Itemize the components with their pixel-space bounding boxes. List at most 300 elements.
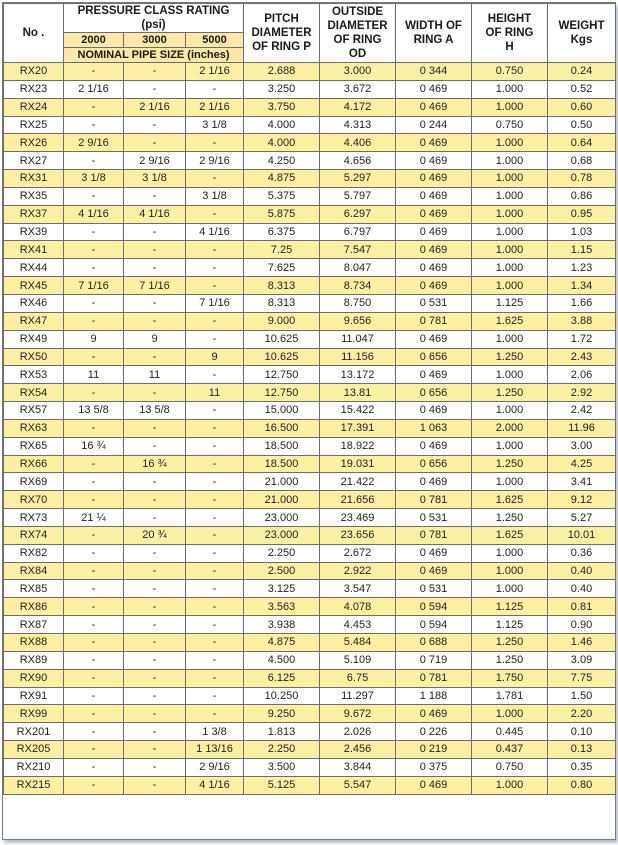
cell-class-2000: 3 1/8	[64, 170, 124, 188]
cell-ring-no: RX201	[4, 723, 64, 741]
cell-class-2000: -	[64, 116, 124, 134]
cell-class-2000: -	[64, 348, 124, 366]
cell-pitch-diameter: 23.000	[244, 526, 320, 544]
cell-height-h: 1.250	[472, 509, 548, 527]
table-row	[4, 598, 616, 616]
cell-class-3000: 13 5/8	[124, 402, 186, 420]
cell-class-5000: -	[186, 437, 244, 455]
cell-height-h: 1.000	[472, 187, 548, 205]
cell-weight: 4.25	[548, 455, 616, 473]
cell-outside-diameter: 4.313	[320, 116, 396, 134]
table-row	[4, 634, 616, 652]
cell-outside-diameter: 5.547	[320, 776, 396, 794]
cell-outside-diameter: 4.406	[320, 134, 396, 152]
cell-width-a: 0 469	[396, 437, 472, 455]
cell-outside-diameter: 2.456	[320, 741, 396, 759]
cell-class-5000: 2 1/16	[186, 98, 244, 116]
table-row	[4, 241, 616, 259]
cell-class-3000: 2 9/16	[124, 152, 186, 170]
cell-pitch-diameter: 1.813	[244, 723, 320, 741]
cell-class-3000: -	[124, 134, 186, 152]
cell-class-5000: -	[186, 80, 244, 98]
cell-class-2000: -	[64, 544, 124, 562]
cell-ring-no: RX84	[4, 562, 64, 580]
cell-weight: 0.78	[548, 170, 616, 188]
cell-class-3000: -	[124, 187, 186, 205]
cell-pitch-diameter: 18.500	[244, 437, 320, 455]
cell-width-a: 0 656	[396, 348, 472, 366]
cell-class-5000: 1 3/8	[186, 723, 244, 741]
cell-outside-diameter: 2.672	[320, 544, 396, 562]
cell-class-3000: -	[124, 669, 186, 687]
cell-class-2000: -	[64, 187, 124, 205]
cell-ring-no: RX23	[4, 80, 64, 98]
cell-outside-diameter: 3.547	[320, 580, 396, 598]
cell-class-2000: -	[64, 776, 124, 794]
cell-class-2000: -	[64, 152, 124, 170]
table-row	[4, 651, 616, 669]
table-row	[4, 312, 616, 330]
cell-height-h: 1.625	[472, 312, 548, 330]
cell-pitch-diameter: 4.000	[244, 116, 320, 134]
cell-pitch-diameter: 7.625	[244, 259, 320, 277]
cell-height-h: 1.250	[472, 651, 548, 669]
cell-class-2000: 11	[64, 366, 124, 384]
cell-class-3000: -	[124, 241, 186, 259]
cell-class-5000: 1 13/16	[186, 741, 244, 759]
table-row	[4, 687, 616, 705]
cell-width-a: 0 656	[396, 455, 472, 473]
cell-weight: 0.40	[548, 562, 616, 580]
cell-height-h: 1.000	[472, 580, 548, 598]
cell-pitch-diameter: 2.500	[244, 562, 320, 580]
cell-width-a: 0 469	[396, 366, 472, 384]
cell-pitch-diameter: 7.25	[244, 241, 320, 259]
cell-class-3000: -	[124, 598, 186, 616]
cell-class-2000: -	[64, 294, 124, 312]
cell-class-2000: -	[64, 491, 124, 509]
cell-outside-diameter: 23.469	[320, 509, 396, 527]
table-row	[4, 473, 616, 491]
cell-weight: 3.09	[548, 651, 616, 669]
cell-outside-diameter: 11.047	[320, 330, 396, 348]
header-height-ring: HEIGHT OF RING H	[472, 4, 548, 63]
cell-outside-diameter: 8.047	[320, 259, 396, 277]
cell-width-a: 0 219	[396, 741, 472, 759]
cell-outside-diameter: 5.297	[320, 170, 396, 188]
cell-class-5000: -	[186, 544, 244, 562]
cell-width-a: 0 531	[396, 580, 472, 598]
cell-class-3000: -	[124, 687, 186, 705]
cell-pitch-diameter: 10.250	[244, 687, 320, 705]
cell-outside-diameter: 4.656	[320, 152, 396, 170]
cell-class-2000: -	[64, 598, 124, 616]
cell-pitch-diameter: 10.625	[244, 330, 320, 348]
cell-weight: 0.95	[548, 205, 616, 223]
header-pressure-class-label: PRESSURE CLASS RATING (psi)	[77, 5, 230, 31]
cell-class-5000: -	[186, 419, 244, 437]
cell-outside-diameter: 7.547	[320, 241, 396, 259]
cell-pitch-diameter: 8.313	[244, 277, 320, 295]
cell-class-2000: 4 1/16	[64, 205, 124, 223]
cell-pitch-diameter: 21.000	[244, 473, 320, 491]
cell-pitch-diameter: 3.563	[244, 598, 320, 616]
header-outside-diameter: OUTSIDE DIAMETER OF RING OD	[320, 4, 396, 63]
cell-outside-diameter: 3.844	[320, 758, 396, 776]
cell-class-3000: -	[124, 384, 186, 402]
cell-width-a: 1 063	[396, 419, 472, 437]
cell-height-h: 1.000	[472, 80, 548, 98]
cell-class-2000: -	[64, 455, 124, 473]
cell-pitch-diameter: 3.938	[244, 616, 320, 634]
cell-class-5000: -	[186, 509, 244, 527]
cell-width-a: 0 469	[396, 544, 472, 562]
cell-pitch-diameter: 21.000	[244, 491, 320, 509]
cell-width-a: 0 688	[396, 634, 472, 652]
cell-height-h: 1.250	[472, 634, 548, 652]
cell-outside-diameter: 8.734	[320, 277, 396, 295]
cell-ring-no: RX99	[4, 705, 64, 723]
ring-gasket-table	[3, 3, 616, 795]
cell-width-a: 0 469	[396, 170, 472, 188]
cell-ring-no: RX90	[4, 669, 64, 687]
cell-height-h: 1.000	[472, 330, 548, 348]
cell-class-5000: -	[186, 455, 244, 473]
cell-weight: 2.42	[548, 402, 616, 420]
cell-pitch-diameter: 9.250	[244, 705, 320, 723]
cell-class-3000: 2 1/16	[124, 98, 186, 116]
cell-outside-diameter: 23.656	[320, 526, 396, 544]
cell-height-h: 1.000	[472, 152, 548, 170]
cell-class-3000: 20 ¾	[124, 526, 186, 544]
cell-height-h: 1.250	[472, 384, 548, 402]
cell-outside-diameter: 4.172	[320, 98, 396, 116]
cell-class-2000: -	[64, 259, 124, 277]
cell-class-2000: -	[64, 758, 124, 776]
cell-weight: 1.34	[548, 277, 616, 295]
cell-class-5000: -	[186, 526, 244, 544]
cell-class-3000: 16 ¾	[124, 455, 186, 473]
cell-ring-no: RX50	[4, 348, 64, 366]
cell-class-3000: -	[124, 580, 186, 598]
cell-ring-no: RX25	[4, 116, 64, 134]
cell-weight: 11.96	[548, 419, 616, 437]
cell-ring-no: RX35	[4, 187, 64, 205]
cell-class-3000: -	[124, 312, 186, 330]
cell-width-a: 0 594	[396, 598, 472, 616]
cell-pitch-diameter: 3.125	[244, 580, 320, 598]
header-weight: WEIGHT Kgs	[548, 4, 616, 63]
cell-outside-diameter: 17.391	[320, 419, 396, 437]
cell-pitch-diameter: 12.750	[244, 366, 320, 384]
cell-class-3000: -	[124, 473, 186, 491]
cell-height-h: 0.445	[472, 723, 548, 741]
table-row	[4, 455, 616, 473]
cell-height-h: 1.781	[472, 687, 548, 705]
cell-height-h: 1.125	[472, 616, 548, 634]
cell-class-5000: 4 1/16	[186, 223, 244, 241]
cell-outside-diameter: 13.172	[320, 366, 396, 384]
cell-pitch-diameter: 5.875	[244, 205, 320, 223]
cell-weight: 2.43	[548, 348, 616, 366]
cell-class-5000: 3 1/8	[186, 116, 244, 134]
cell-width-a: 0 469	[396, 277, 472, 295]
cell-height-h: 0.750	[472, 116, 548, 134]
cell-class-5000: -	[186, 634, 244, 652]
cell-width-a: 0 244	[396, 116, 472, 134]
cell-class-5000: -	[186, 170, 244, 188]
cell-weight: 0.10	[548, 723, 616, 741]
cell-ring-no: RX85	[4, 580, 64, 598]
cell-class-5000: -	[186, 491, 244, 509]
cell-class-2000: -	[64, 384, 124, 402]
cell-width-a: 0 781	[396, 491, 472, 509]
cell-width-a: 0 469	[396, 473, 472, 491]
cell-class-3000: 11	[124, 366, 186, 384]
cell-pitch-diameter: 10.625	[244, 348, 320, 366]
cell-weight: 0.81	[548, 598, 616, 616]
cell-class-3000: -	[124, 80, 186, 98]
table-row	[4, 758, 616, 776]
table-row	[4, 170, 616, 188]
cell-height-h: 1.000	[472, 562, 548, 580]
cell-pitch-diameter: 4.875	[244, 634, 320, 652]
cell-class-3000: -	[124, 544, 186, 562]
cell-outside-diameter: 19.031	[320, 455, 396, 473]
cell-ring-no: RX89	[4, 651, 64, 669]
cell-width-a: 0 469	[396, 562, 472, 580]
cell-ring-no: RX46	[4, 294, 64, 312]
cell-ring-no: RX65	[4, 437, 64, 455]
table-row	[4, 134, 616, 152]
cell-width-a: 0 469	[396, 187, 472, 205]
cell-class-5000: 3 1/8	[186, 187, 244, 205]
cell-height-h: 1.000	[472, 223, 548, 241]
cell-width-a: 0 469	[396, 98, 472, 116]
cell-ring-no: RX27	[4, 152, 64, 170]
cell-pitch-diameter: 15.000	[244, 402, 320, 420]
cell-width-a: 0 781	[396, 312, 472, 330]
cell-class-5000: -	[186, 312, 244, 330]
table-row	[4, 437, 616, 455]
cell-class-2000: -	[64, 616, 124, 634]
cell-pitch-diameter: 3.500	[244, 758, 320, 776]
cell-weight: 0.36	[548, 544, 616, 562]
cell-ring-no: RX63	[4, 419, 64, 437]
cell-class-5000: -	[186, 705, 244, 723]
cell-height-h: 1.000	[472, 437, 548, 455]
cell-width-a: 0 469	[396, 705, 472, 723]
cell-weight: 1.66	[548, 294, 616, 312]
cell-width-a: 0 469	[396, 134, 472, 152]
cell-class-2000: -	[64, 473, 124, 491]
table-row	[4, 526, 616, 544]
table-row	[4, 509, 616, 527]
cell-ring-no: RX210	[4, 758, 64, 776]
table-row	[4, 116, 616, 134]
cell-height-h: 0.437	[472, 741, 548, 759]
cell-outside-diameter: 21.422	[320, 473, 396, 491]
cell-pitch-diameter: 4.500	[244, 651, 320, 669]
cell-ring-no: RX24	[4, 98, 64, 116]
cell-class-5000: 4 1/16	[186, 776, 244, 794]
cell-ring-no: RX69	[4, 473, 64, 491]
cell-outside-diameter: 4.078	[320, 598, 396, 616]
cell-width-a: 0 469	[396, 330, 472, 348]
cell-height-h: 1.000	[472, 705, 548, 723]
cell-height-h: 1.000	[472, 544, 548, 562]
cell-weight: 2.20	[548, 705, 616, 723]
ring-gasket-sheet	[2, 2, 616, 840]
cell-width-a: 0 469	[396, 152, 472, 170]
cell-class-5000: -	[186, 134, 244, 152]
cell-outside-diameter: 5.109	[320, 651, 396, 669]
cell-weight: 0.90	[548, 616, 616, 634]
cell-weight: 2.06	[548, 366, 616, 384]
cell-class-2000: -	[64, 741, 124, 759]
cell-height-h: 1.000	[472, 776, 548, 794]
table-row	[4, 580, 616, 598]
table-row	[4, 277, 616, 295]
cell-height-h: 1.250	[472, 455, 548, 473]
cell-class-3000: -	[124, 348, 186, 366]
table-row	[4, 330, 616, 348]
cell-ring-no: RX87	[4, 616, 64, 634]
cell-width-a: 0 531	[396, 294, 472, 312]
cell-class-2000: 13 5/8	[64, 402, 124, 420]
cell-height-h: 0.750	[472, 758, 548, 776]
cell-class-3000: -	[124, 63, 186, 81]
table-row	[4, 402, 616, 420]
cell-width-a: 0 469	[396, 259, 472, 277]
table-row	[4, 259, 616, 277]
cell-ring-no: RX44	[4, 259, 64, 277]
cell-ring-no: RX20	[4, 63, 64, 81]
cell-ring-no: RX37	[4, 205, 64, 223]
cell-ring-no: RX53	[4, 366, 64, 384]
cell-class-3000: 9	[124, 330, 186, 348]
table-row	[4, 562, 616, 580]
cell-width-a: 0 344	[396, 63, 472, 81]
cell-weight: 0.80	[548, 776, 616, 794]
table-row	[4, 348, 616, 366]
cell-ring-no: RX66	[4, 455, 64, 473]
cell-class-5000: -	[186, 205, 244, 223]
cell-height-h: 1.000	[472, 205, 548, 223]
header-class-5000: 5000	[186, 33, 244, 48]
cell-ring-no: RX31	[4, 170, 64, 188]
cell-pitch-diameter: 18.500	[244, 455, 320, 473]
cell-weight: 0.64	[548, 134, 616, 152]
table-row	[4, 294, 616, 312]
cell-height-h: 1.000	[472, 241, 548, 259]
cell-class-2000: -	[64, 634, 124, 652]
cell-height-h: 1.625	[472, 491, 548, 509]
cell-outside-diameter: 11.156	[320, 348, 396, 366]
cell-class-2000: -	[64, 63, 124, 81]
cell-weight: 1.03	[548, 223, 616, 241]
cell-class-5000: -	[186, 669, 244, 687]
cell-weight: 0.86	[548, 187, 616, 205]
cell-height-h: 1.125	[472, 598, 548, 616]
cell-height-h: 1.000	[472, 170, 548, 188]
table-row	[4, 187, 616, 205]
cell-class-5000: 9	[186, 348, 244, 366]
cell-weight: 9.12	[548, 491, 616, 509]
cell-class-3000: -	[124, 616, 186, 634]
cell-outside-diameter: 18.922	[320, 437, 396, 455]
cell-weight: 7.75	[548, 669, 616, 687]
cell-ring-no: RX215	[4, 776, 64, 794]
cell-ring-no: RX49	[4, 330, 64, 348]
cell-outside-diameter: 3.000	[320, 63, 396, 81]
cell-width-a: 0 226	[396, 723, 472, 741]
cell-ring-no: RX70	[4, 491, 64, 509]
header-class-2000: 2000	[64, 33, 124, 48]
cell-ring-no: RX41	[4, 241, 64, 259]
cell-weight: 0.40	[548, 580, 616, 598]
cell-pitch-diameter: 12.750	[244, 384, 320, 402]
cell-pitch-diameter: 4.875	[244, 170, 320, 188]
cell-width-a: 0 375	[396, 758, 472, 776]
cell-weight: 1.72	[548, 330, 616, 348]
cell-weight: 0.52	[548, 80, 616, 98]
cell-weight: 1.50	[548, 687, 616, 705]
cell-ring-no: RX47	[4, 312, 64, 330]
header-class-3000: 3000	[124, 33, 186, 48]
cell-class-5000: -	[186, 598, 244, 616]
table-row	[4, 741, 616, 759]
cell-width-a: 0 719	[396, 651, 472, 669]
cell-weight: 0.24	[548, 63, 616, 81]
cell-ring-no: RX45	[4, 277, 64, 295]
cell-class-5000: -	[186, 473, 244, 491]
cell-class-3000: -	[124, 723, 186, 741]
cell-class-2000: 2 1/16	[64, 80, 124, 98]
cell-outside-diameter: 6.75	[320, 669, 396, 687]
cell-width-a: 0 469	[396, 776, 472, 794]
cell-height-h: 1.000	[472, 259, 548, 277]
cell-outside-diameter: 11.297	[320, 687, 396, 705]
cell-outside-diameter: 4.453	[320, 616, 396, 634]
cell-height-h: 1.000	[472, 277, 548, 295]
cell-ring-no: RX91	[4, 687, 64, 705]
cell-class-3000: -	[124, 562, 186, 580]
cell-ring-no: RX26	[4, 134, 64, 152]
cell-class-5000: -	[186, 366, 244, 384]
cell-class-5000: -	[186, 687, 244, 705]
cell-class-3000: 7 1/16	[124, 277, 186, 295]
table-row	[4, 616, 616, 634]
cell-outside-diameter: 21.656	[320, 491, 396, 509]
cell-class-3000: -	[124, 223, 186, 241]
cell-pitch-diameter: 6.125	[244, 669, 320, 687]
cell-class-5000: -	[186, 562, 244, 580]
cell-pitch-diameter: 2.250	[244, 741, 320, 759]
cell-height-h: 0.750	[472, 63, 548, 81]
table-row	[4, 419, 616, 437]
cell-class-2000: -	[64, 223, 124, 241]
table-row	[4, 384, 616, 402]
cell-class-2000: 16 ¾	[64, 437, 124, 455]
cell-class-3000: -	[124, 294, 186, 312]
cell-height-h: 1.000	[472, 366, 548, 384]
cell-class-3000: -	[124, 116, 186, 134]
table-row	[4, 63, 616, 81]
cell-weight: 5.27	[548, 509, 616, 527]
cell-pitch-diameter: 8.313	[244, 294, 320, 312]
cell-class-5000: -	[186, 259, 244, 277]
